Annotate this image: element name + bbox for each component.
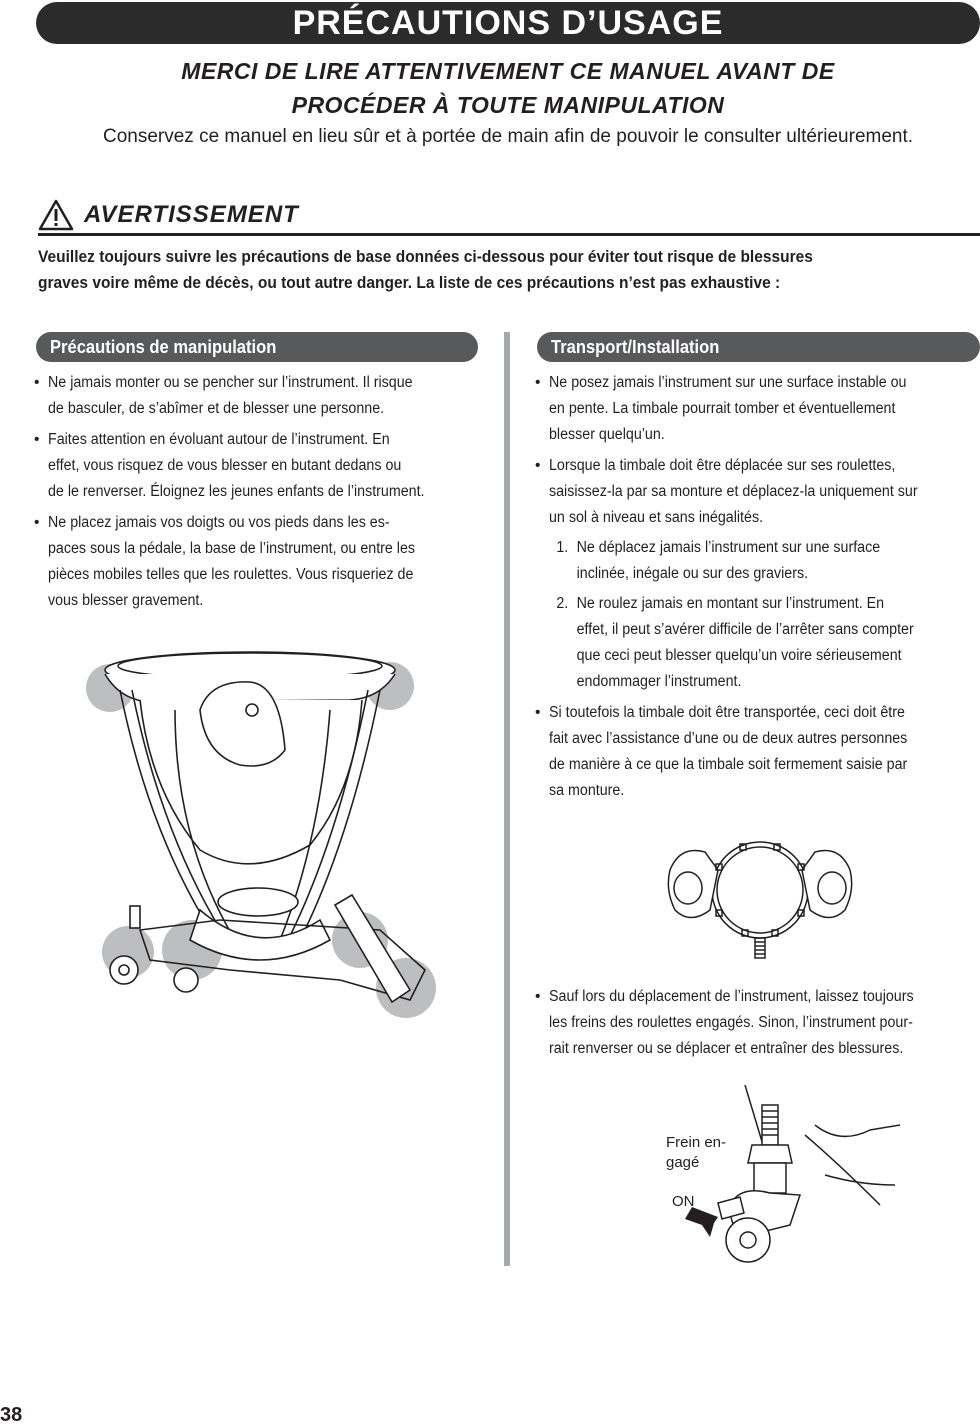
transport-list [533,370,980,809]
caster-brake-illustration [640,1085,910,1275]
line: effet, il peut s’avérer difficile de l’arrêter sans compter [576,621,914,638]
list-item [533,453,980,695]
list-item [533,984,980,1062]
column-divider [504,332,510,1266]
numbered-item [549,591,977,695]
brake-caption-line-1: Frein en- [666,1134,727,1151]
line: un sol à niveau et sans inégalités. [549,509,764,526]
timpani-illustration [80,640,450,1030]
list-item [32,370,480,422]
section-transport-title: Transport/Installation [551,337,720,357]
line: saisissez-la par sa monture et déplacez-la uniquement sur [549,483,918,500]
warning-text-line-2: graves voire même de décès, ou tout autre danger. La liste de ces précautions n’est pas exhaustive : [38,274,781,292]
handling-list [32,370,480,619]
item-number: 2. [556,595,569,612]
line: sa monture. [549,782,625,799]
line: • Sauf lors du déplacement de l’instrument, laissez toujours [549,988,914,1005]
list-item [533,700,980,804]
line: • Faites attention en évoluant autour de l’instrument. En [48,431,390,448]
line: de basculer, de s’abîmer et de blesser une personne. [48,400,385,417]
line: effet, vous risquez de vous blesser en butant dedans ou [48,457,402,474]
line: • Lorsque la timbale doit être déplacée sur ses roulettes, [549,457,896,474]
line: endommager l’instrument. [576,673,742,690]
subtitle-line-2: PROCÉDER À TOUTE MANIPULATION [291,92,725,118]
page-number: 38 [0,1404,23,1426]
section-handling-title: Précautions de manipulation [50,337,277,357]
warning-text-line-1: Veuillez toujours suivre les précautions de base données ci-dessous pour éviter tout risque de blessures [38,248,813,266]
line: rait renverser ou se déplacer et entraîner des blessures. [549,1040,904,1057]
page-title: PRÉCAUTIONS D’USAGE [36,2,980,44]
line: en pente. La timbale pourrait tomber et éventuellement [549,400,896,417]
section-transport-header [537,332,980,362]
line: Ne déplacez jamais l’instrument sur une surface [576,539,881,556]
list-item [32,427,480,505]
line: pièces mobiles telles que les roulettes. Vous risqueriez de [48,566,414,583]
list-item [533,370,980,448]
line: • Ne placez jamais vos doigts ou vos pieds dans les es- [48,514,390,531]
line: inclinée, inégale ou sur des graviers. [576,565,809,582]
line: que ceci peut blesser quelqu’un voire sérieusement [576,647,902,664]
brake-caption-line-2: gagé [666,1154,700,1171]
line: paces sous la pédale, la base de l’instrument, ou entre les [48,540,416,557]
on-label: ON [672,1193,695,1210]
numbered-list [549,535,977,695]
item-number: 1. [556,539,569,556]
line: • Si toutefois la timbale doit être transportée, ceci doit être [549,704,905,721]
brake-engaged-caption [666,1133,726,1173]
section-handling-header [36,332,478,362]
subtitle-line-1: MERCI DE LIRE ATTENTIVEMENT CE MANUEL AVANT DE [181,58,835,84]
carrying-top-view-illustration [660,830,860,960]
intro-text: Conservez ce manuel en lieu sûr et à portée de main afin de pouvoir le consulter ultérieurement. [102,126,914,147]
warning-label: AVERTISSEMENT [84,200,299,228]
warning-triangle-icon [38,199,74,231]
line: de manière à ce que la timbale soit fermement saisie par [549,756,908,773]
line: • Ne posez jamais l’instrument sur une surface instable ou [549,374,907,391]
numbered-item [549,535,977,587]
line: blesser quelqu’un. [549,426,665,443]
line: les freins des roulettes engagés. Sinon, l’instrument pour- [549,1014,913,1031]
warning-text [38,244,923,296]
line: de le renverser. Éloignez les jeunes enfants de l’instrument. [48,483,425,500]
line: fait avec l’assistance d’une ou de deux autres personnes [549,730,908,747]
list-item [32,510,480,614]
line: vous blesser gravement. [48,592,204,609]
line: Ne roulez jamais en montant sur l’instrument. En [576,595,885,612]
brake-list [533,984,980,1067]
subtitle [36,54,980,122]
line: • Ne jamais monter ou se pencher sur l’instrument. Il risque [48,374,413,391]
warning-header [38,196,980,236]
